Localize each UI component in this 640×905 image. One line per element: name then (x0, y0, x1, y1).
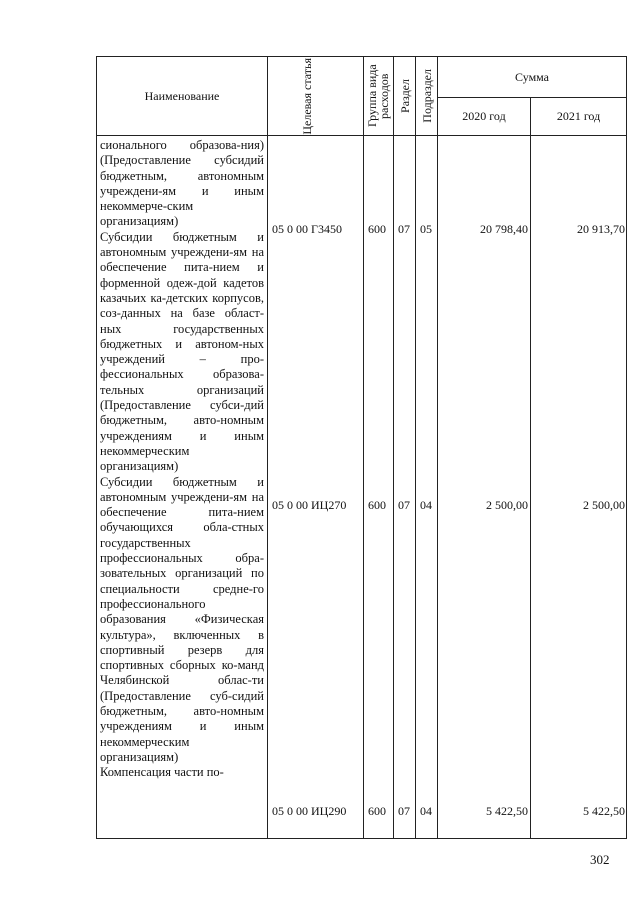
table-body-row (97, 136, 627, 839)
header-target-article: Целевая статья (268, 57, 364, 136)
budget-table (96, 56, 627, 839)
name-column (97, 136, 268, 839)
header-year-2021: 2021 год (531, 98, 627, 136)
row-name: Субсидии бюджетным и автономным учреждени-ям на обеспечение пита-нием обучающихся обла-стных государственных профессиональных обра-зовательных организаций по специальности средне-го профессионального образования «Физическая культура», включенных в спортивный резерв для спортивных сборных ко-манд Челябинской облас-ти (Предоставление суб-сидий бюджетным, авто-номным учреждениям и иным некоммерческим организациям) (100, 474, 264, 764)
row-sum-2020: 5 422,50 (486, 804, 528, 818)
row-subsection: 05 (420, 222, 432, 236)
row-subsection: 04 (420, 804, 432, 818)
row-name: Компенсация части по- (100, 765, 224, 780)
sum-2021-column (531, 136, 627, 839)
header-expense-group: Группа вида расходов (364, 57, 394, 136)
group-column (364, 136, 394, 839)
row-section: 07 (398, 222, 410, 236)
subsection-column (416, 136, 438, 839)
row-code: 05 0 00 ИЦ290 (272, 804, 347, 818)
header-section: Раздел (394, 57, 416, 136)
row-section: 07 (398, 498, 410, 512)
header-year-2020: 2020 год (438, 98, 531, 136)
row-sum-2021: 20 913,70 (577, 222, 626, 236)
row-group: 600 (368, 222, 386, 236)
row-name: Субсидии бюджетным и автономным учреждени-ям на обеспечение пита-нием и форменной одеж-дой кадетов казачьих ка-детских корпусов, соз-данных на базе област-ных государственных бюджетных и автоном-ных учреждений – про-фессиональных образова-тельных организаций (Предоставление субси-дий бюджетным, авто-номным учреждениям и иным некоммерческим организациям) (100, 229, 264, 474)
header-name: Наименование (97, 57, 268, 136)
row-sum-2021: 2 500,00 (583, 498, 626, 512)
row-group: 600 (368, 498, 386, 512)
row-group: 600 (368, 804, 386, 818)
page-number: 302 (590, 852, 610, 867)
row-name: сионального образова-ния) (Предоставление субсидий бюджетным, автономным учреждени-ям и иным некоммерче-ским организациям) (100, 138, 264, 229)
header-subsection: Подраздел (416, 57, 438, 136)
row-sum-2020: 20 798,40 (480, 222, 528, 236)
header-sum: Сумма (438, 57, 627, 98)
row-sum-2021: 5 422,50 (583, 804, 626, 818)
row-section: 07 (398, 804, 410, 818)
row-sum-2020: 2 500,00 (486, 498, 528, 512)
row-subsection: 04 (420, 498, 432, 512)
sum-2020-column (438, 136, 531, 839)
section-column (394, 136, 416, 839)
row-code: 05 0 00 ИЦ270 (272, 498, 347, 512)
row-code: 05 0 00 Г3450 (272, 222, 342, 236)
header-row (97, 57, 627, 98)
code-column (268, 136, 364, 839)
